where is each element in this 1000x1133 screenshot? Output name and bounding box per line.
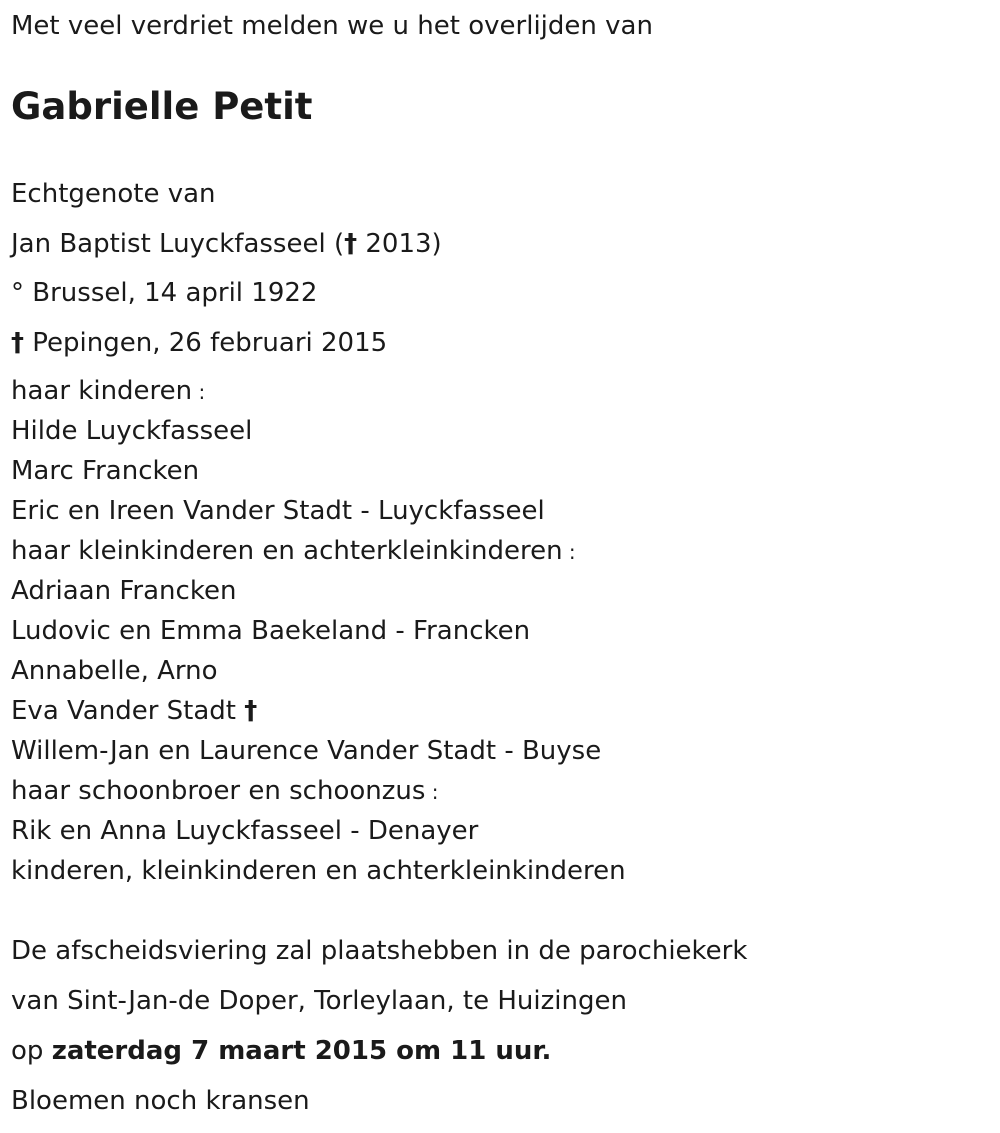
spouse-label: Echtgenote van [11,179,216,209]
dagger-icon: † [11,327,24,358]
family-member: Adriaan Francken [11,576,237,606]
family-member: Marc Francken [11,456,200,486]
grandchildren-heading: haar kleinkinderen en achterkleinkinderen : [11,536,576,566]
family-member: Rik en Anna Luyckfasseel - Denayer [11,816,479,846]
spouse-name: Jan Baptist Luyckfasseel ( [11,228,345,259]
family-member: Willem-Jan en Laurence Vander Stadt - Buyse [11,736,602,766]
birth-line: ° Brussel, 14 april 1922 [11,278,318,308]
family-member: Annabelle, Arno [11,656,218,686]
intro-text: Met veel verdriet melden we u het overlijden van [11,11,653,41]
ceremony-location: van Sint-Jan-de Doper, Torleylaan, te Huizingen [11,986,627,1016]
dagger-icon: † [344,228,358,259]
family-member: Hilde Luyckfasseel [11,416,253,446]
flowers-note: Bloemen noch kransen [11,1086,310,1116]
death-line [11,325,442,375]
family-list [11,373,626,893]
personal-details [11,176,442,374]
ceremony-line: De afscheidsviering zal plaatshebben in de parochiekerk [11,936,748,966]
family-member-deceased: Eva Vander Stadt † [11,696,258,726]
deceased-name: Gabrielle Petit [11,85,313,128]
dagger-icon: † [244,696,258,726]
children-heading: haar kinderen : [11,376,206,406]
spouse-death-year: 2013) [357,228,442,259]
ceremony-date-line: op zaterdag 7 maart 2015 om 11 uur. [11,1036,552,1066]
family-member: kinderen, kleinkinderen en achterkleinkinderen [11,856,626,886]
spouse-line [11,226,442,276]
death-place-date: Pepingen, 26 februari 2015 [24,327,388,358]
family-member: Eric en Ireen Vander Stadt - Luyckfasseel [11,496,545,526]
ceremony-datetime: zaterdag 7 maart 2015 om 11 uur. [51,1036,552,1066]
family-member: Ludovic en Emma Baekeland - Francken [11,616,531,646]
ceremony-details [11,933,747,1133]
in-laws-heading: haar schoonbroer en schoonzus : [11,776,439,806]
